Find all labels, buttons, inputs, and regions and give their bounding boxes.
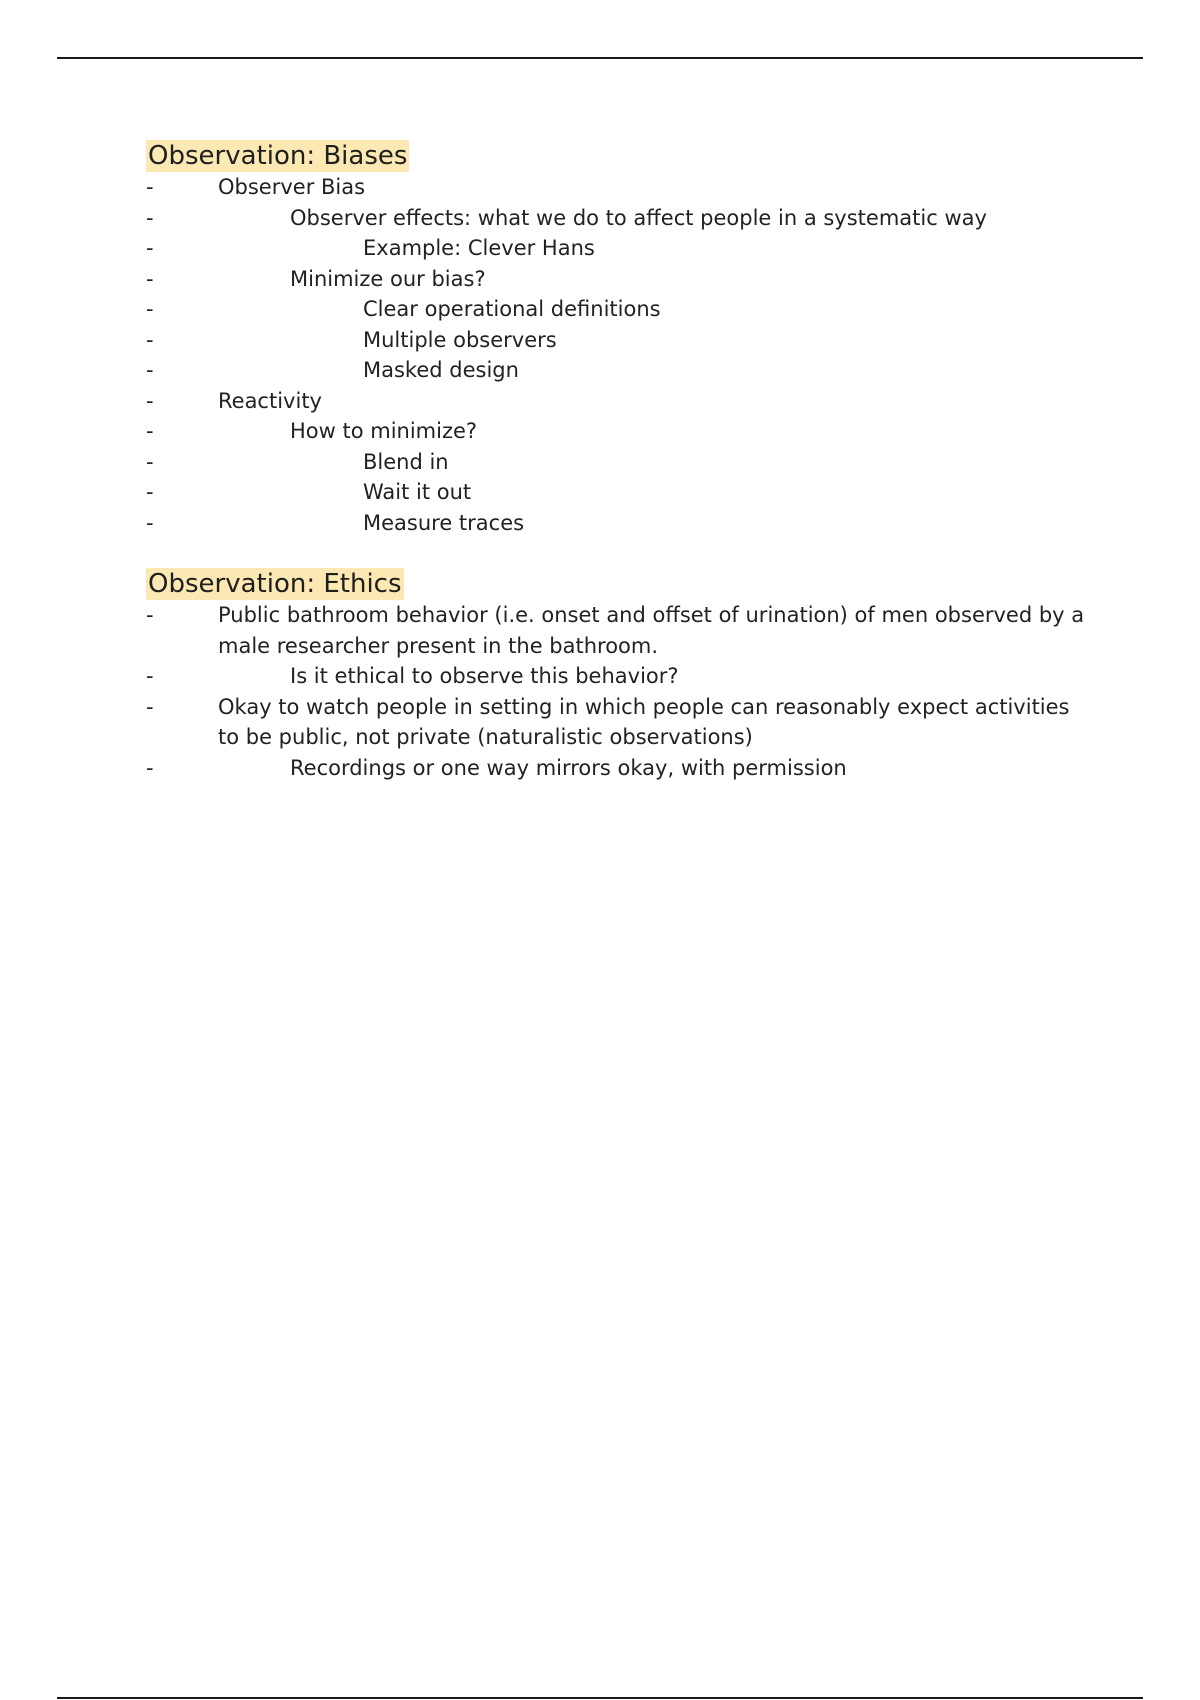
list-item (146, 416, 1086, 447)
bullet-dash: - (146, 175, 154, 199)
bullet-dash: - (146, 266, 154, 291)
bullet-list (146, 600, 1086, 783)
list-item (146, 355, 1086, 386)
list-item (146, 600, 1086, 661)
section-heading: Observation: Biases (148, 141, 408, 171)
list-item-text: Observer Bias (218, 175, 366, 199)
bullet-dash: - (146, 449, 154, 474)
bullet-dash: - (146, 694, 154, 719)
footer-rule (57, 1697, 1143, 1699)
list-item-text: Blend in (363, 449, 449, 474)
bullet-dash: - (146, 205, 154, 230)
bullet-list (146, 172, 1086, 538)
list-item-text: Observer effects: what we do to affect people in a systematic way (290, 205, 987, 230)
bullet-dash: - (146, 480, 154, 504)
list-item (146, 294, 1086, 325)
bullet-dash: - (146, 603, 154, 627)
bullet-dash: - (146, 358, 154, 382)
bullet-dash: - (146, 510, 154, 535)
section-1 (146, 140, 1086, 538)
list-item (146, 661, 1086, 692)
bullet-dash: - (146, 664, 154, 688)
list-item (146, 753, 1086, 784)
list-item-text: Recordings or one way mirrors okay, with permission (290, 755, 847, 780)
bullet-dash: - (146, 327, 154, 352)
list-item (146, 264, 1086, 295)
list-item-text: Masked design (363, 358, 519, 382)
list-item-text: Public bathroom behavior (i.e. onset and offset of urination) of men observed by a male researcher present in the bathroom. (218, 603, 1085, 658)
list-item-text: How to minimize? (290, 419, 478, 443)
document-body (146, 140, 1086, 813)
list-item-text: Example: Clever Hans (363, 236, 595, 260)
list-item (146, 203, 1086, 234)
section-2 (146, 568, 1086, 783)
bullet-dash: - (146, 236, 154, 260)
list-item (146, 325, 1086, 356)
list-item (146, 692, 1086, 753)
list-item-text: Multiple observers (363, 327, 557, 352)
bullet-dash: - (146, 755, 154, 780)
list-item (146, 447, 1086, 478)
list-item (146, 508, 1086, 539)
list-item-text: Minimize our bias? (290, 266, 486, 291)
bullet-dash: - (146, 419, 154, 443)
list-item-text: Reactivity (218, 388, 322, 413)
list-item (146, 172, 1086, 203)
list-item-text: Clear operational definitions (363, 297, 661, 321)
list-item-text: Wait it out (363, 480, 472, 504)
list-item (146, 386, 1086, 417)
list-item (146, 233, 1086, 264)
list-item (146, 477, 1086, 508)
list-item-text: Measure traces (363, 510, 525, 535)
list-item-text: Is it ethical to observe this behavior? (290, 664, 679, 688)
header-rule (57, 57, 1143, 59)
list-item-text: Okay to watch people in setting in which people can reasonably expect activities to be public, not private (naturalistic observations) (218, 694, 1070, 749)
bullet-dash: - (146, 297, 154, 321)
section-heading: Observation: Ethics (148, 569, 402, 599)
bullet-dash: - (146, 388, 154, 413)
